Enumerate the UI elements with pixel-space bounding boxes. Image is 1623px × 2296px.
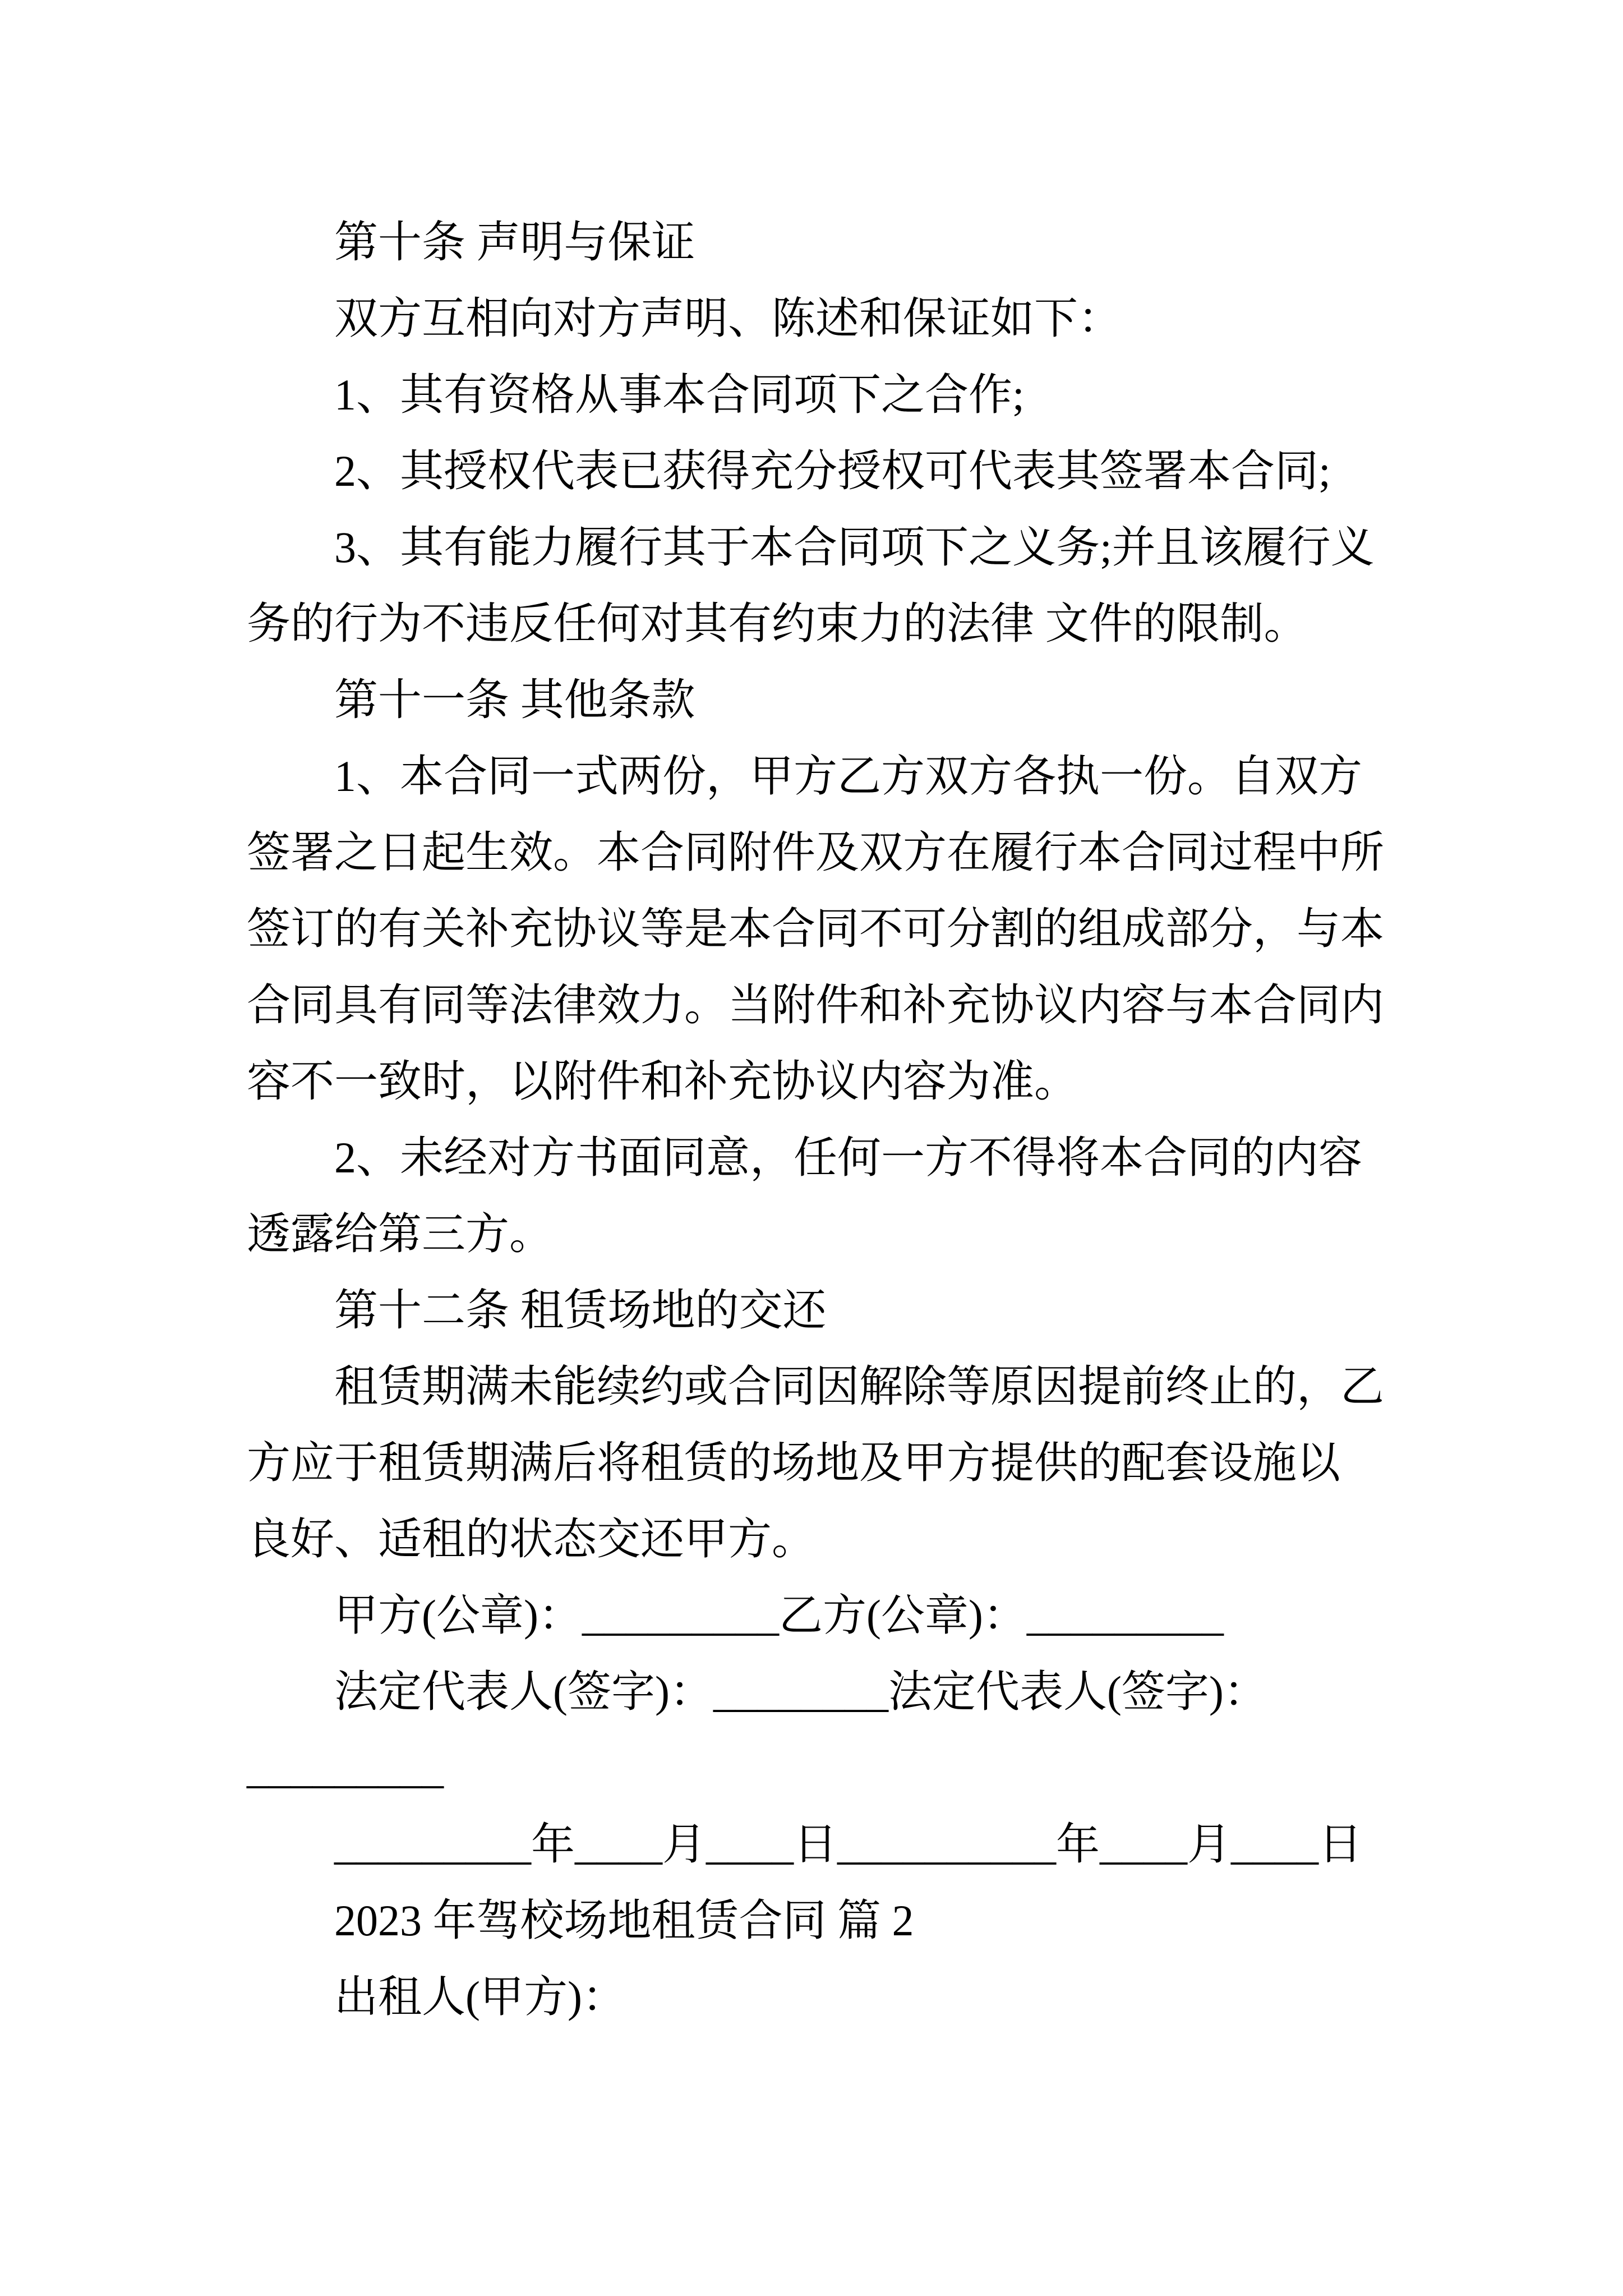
clause-11-item-1-line-3: 签订的有关补充协议等是本合同不可分割的组成部分，与本 [247,904,1385,953]
signature-blank-underline: _________ [247,1743,444,1792]
clause-12-para-line-2: 方应于租赁期满后将租赁的场地及甲方提供的配套设施以 [247,1438,1341,1487]
clause-10-intro-line: 双方互相向对方声明、陈述和保证如下： [334,294,1122,343]
clause-11-item-2-line-2: 透露给第三方。 [247,1209,554,1258]
clause-11-heading: 第十一条 其他条款 [334,675,695,724]
clause-10-item-3-line-2: 务的行为不违反任何对其有约束力的法律 文件的限制。 [247,599,1308,648]
clause-10-item-3-line-1: 3、其有能力履行其于本合同项下之义务;并且该履行义 [334,523,1375,572]
clause-12-para-line-1: 租赁期满未能续约或合同因解除等原因提前终止的，乙 [334,1362,1385,1411]
party-seal-signature-line: 甲方(公章)：_________乙方(公章)：_________ [334,1591,1224,1640]
clause-10-item-2: 2、其授权代表已获得充分授权可代表其签署本合同; [334,447,1331,495]
next-contract-title: 2023 年驾校场地租赁合同 篇 2 [334,1896,914,1945]
date-blank-line: _________年____月____日__________年____月____日 [334,1820,1363,1869]
clause-10-item-1: 1、其有资格从事本合同项下之合作; [334,370,1025,419]
contract-text-block [247,204,1402,2035]
clause-11-item-1-line-1: 1、本合同一式两份，甲方乙方双方各执一份。自双方 [334,752,1363,800]
clause-11-item-1-line-4: 合同具有同等法律效力。当附件和补充协议内容与本合同内 [247,981,1385,1029]
clause-11-item-1-line-2: 签署之日起生效。本合同附件及双方在履行本合同过程中所 [247,828,1385,877]
clause-11-item-2-line-1: 2、未经对方书面同意，任何一方不得将本合同的内容 [334,1133,1363,1182]
lessor-party-a-line: 出租人(甲方)： [334,1972,626,2021]
clause-12-para-line-3: 良好、适租的状态交还甲方。 [247,1515,816,1563]
legal-representative-line: 法定代表人(签字)：________法定代表人(签字)： [334,1667,1267,1716]
clause-11-item-1-line-5: 容不一致时，以附件和补充协议内容为准。 [247,1057,1078,1106]
clause-12-heading: 第十二条 租赁场地的交还 [334,1286,827,1335]
clause-10-heading: 第十条 声明与保证 [334,218,695,266]
